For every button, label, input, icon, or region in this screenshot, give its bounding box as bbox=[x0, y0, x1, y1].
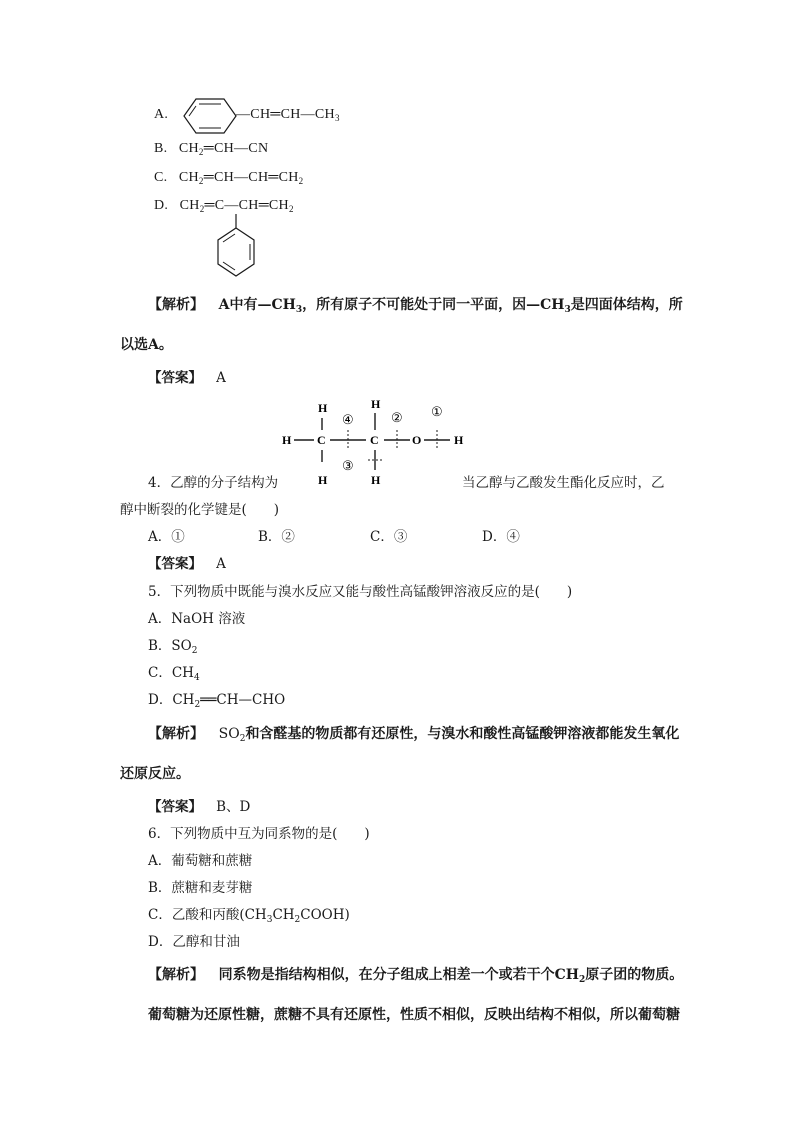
q4-stem-part2: 当乙醇与乙酸发生酯化反应时，乙 bbox=[462, 475, 665, 491]
analysis-label: 【解析】 bbox=[148, 726, 204, 742]
q4-option-c: C．③ bbox=[370, 529, 408, 545]
analysis-subscript: 3 bbox=[564, 305, 571, 315]
ethanol-structure-diagram bbox=[278, 396, 468, 488]
answer-label: 【答案】 bbox=[148, 556, 202, 572]
q3-option-c bbox=[154, 169, 303, 190]
q6-stem: 6．下列物质中互为同系物的是( ) bbox=[148, 826, 370, 842]
option-letter: C. bbox=[154, 170, 168, 185]
atom-h: H bbox=[371, 397, 381, 411]
formula-subscript: 2 bbox=[199, 204, 205, 214]
formula-subscript: 3 bbox=[334, 113, 340, 123]
formula-subscript: 2 bbox=[298, 176, 304, 186]
q4-stem-part1: 4．乙醇的分子结构为 bbox=[148, 475, 279, 491]
option-text: ══CH—CHO bbox=[200, 692, 286, 708]
option-text: D．CH bbox=[148, 692, 195, 708]
option-subscript: 4 bbox=[193, 673, 200, 683]
option-letter: B. bbox=[154, 141, 168, 156]
answer-label: 【答案】 bbox=[148, 799, 202, 815]
option-text: COOH) bbox=[300, 907, 350, 923]
q5-option-d bbox=[148, 691, 285, 714]
atom-c: C bbox=[370, 433, 379, 447]
formula-subscript: 2 bbox=[198, 147, 204, 157]
option-subscript: 2 bbox=[191, 646, 198, 656]
q3-answer bbox=[148, 369, 226, 387]
q5-stem: 5．下列物质中既能与溴水反应又能与酸性高锰酸钾溶液反应的是( ) bbox=[148, 584, 573, 600]
q6-option-a: A．葡萄糖和蔗糖 bbox=[148, 853, 253, 869]
analysis-text: SO bbox=[218, 726, 240, 742]
styrene-benzene-ring-icon bbox=[214, 214, 258, 282]
q5-option-c bbox=[148, 664, 200, 687]
q4-answer bbox=[148, 555, 226, 573]
answer-value: A bbox=[216, 556, 226, 572]
analysis-text: ，所有原子不可能处于同一平面，因—CH bbox=[302, 297, 565, 313]
formula-text: —CH═CH—CH bbox=[236, 107, 335, 122]
q6-option-d: D．乙醇和甘油 bbox=[148, 934, 240, 950]
option-a-formula bbox=[236, 106, 340, 127]
formula-text: CH bbox=[178, 170, 199, 185]
q5-analysis-line2: 还原反应。 bbox=[120, 766, 190, 782]
option-text: B．SO bbox=[148, 638, 192, 654]
q3-analysis bbox=[148, 296, 683, 319]
atom-h: H bbox=[318, 401, 328, 415]
q4-option-d: D．④ bbox=[482, 529, 520, 545]
benzene-ring-icon bbox=[182, 96, 238, 136]
formula-subscript: 2 bbox=[198, 176, 204, 186]
atom-o: O bbox=[412, 433, 422, 447]
bond-label-4: ④ bbox=[342, 412, 354, 427]
atom-h: H bbox=[371, 473, 381, 487]
formula-text: ═CH—CH═CH bbox=[203, 170, 299, 185]
answer-value: B、D bbox=[216, 799, 251, 815]
option-subscript: 3 bbox=[266, 915, 273, 925]
q5-option-b bbox=[148, 637, 197, 660]
bond-label-2: ② bbox=[391, 410, 403, 425]
analysis-label: 【解析】 bbox=[148, 967, 204, 983]
bond-label-3: ③ bbox=[342, 458, 354, 473]
analysis-label: 【解析】 bbox=[148, 297, 204, 313]
option-letter: D. bbox=[154, 198, 169, 213]
analysis-text: 原子团的物质。 bbox=[585, 967, 684, 983]
q6-analysis bbox=[148, 966, 683, 989]
formula-subscript: 2 bbox=[288, 204, 294, 214]
atom-h: H bbox=[282, 433, 292, 447]
q3-analysis-line2: 以选A。 bbox=[120, 337, 173, 353]
q5-option-a: A．NaOH 溶液 bbox=[148, 611, 246, 627]
atom-c: C bbox=[317, 433, 326, 447]
q4-option-b: B．② bbox=[258, 529, 295, 545]
q6-option-c bbox=[148, 906, 350, 929]
analysis-subscript: 3 bbox=[295, 305, 303, 315]
formula-text: CH bbox=[179, 198, 200, 213]
q4-option-a: A．① bbox=[148, 529, 185, 545]
atom-h: H bbox=[318, 473, 328, 487]
formula-text: CH bbox=[178, 141, 199, 156]
analysis-text: A中有—CH bbox=[218, 297, 296, 313]
q6-option-b: B．蔗糖和麦芽糖 bbox=[148, 880, 253, 896]
q5-answer bbox=[148, 798, 250, 816]
option-text: CH bbox=[272, 907, 295, 923]
answer-value: A bbox=[216, 370, 226, 386]
analysis-text: 和含醛基的物质都有还原性，与溴水和酸性高锰酸钾溶液都能发生氧化 bbox=[245, 726, 680, 742]
bond-label-1: ① bbox=[431, 404, 443, 419]
analysis-text: 同系物是指结构相似，在分子组成上相差一个或若干个CH bbox=[218, 967, 579, 983]
analysis-subscript: 2 bbox=[579, 975, 586, 985]
formula-text: ═CH—CN bbox=[203, 141, 269, 156]
q3-option-b bbox=[154, 140, 268, 161]
answer-label: 【答案】 bbox=[148, 370, 202, 386]
q4-stem-line2: 醇中断裂的化学键是( ) bbox=[120, 502, 280, 518]
q5-analysis bbox=[148, 725, 679, 748]
analysis-text: 是四面体结构，所 bbox=[570, 297, 683, 313]
formula-text: ═C—CH═CH bbox=[204, 198, 289, 213]
option-text: C．乙酸和丙酸(CH bbox=[148, 907, 267, 923]
option-subscript: 2 bbox=[294, 915, 301, 925]
analysis-subscript: 2 bbox=[239, 734, 246, 744]
q6-analysis-line2: 葡萄糖为还原性糖，蔗糖不具有还原性，性质不相似，反映出结构不相似，所以葡萄糖 bbox=[148, 1007, 680, 1023]
option-letter: A. bbox=[154, 107, 169, 122]
option-text: C．CH bbox=[148, 665, 194, 681]
atom-h: H bbox=[454, 433, 464, 447]
option-subscript: 2 bbox=[194, 700, 201, 710]
